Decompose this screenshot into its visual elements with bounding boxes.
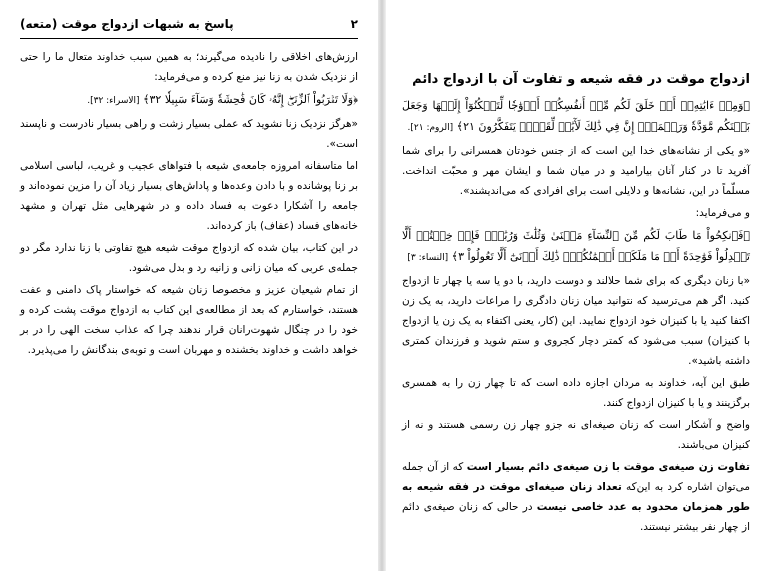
verse-text: ﴿وَلَا تَقۡرَبُواْ ٱلزِّنَىٰٓۖ إِنَّهُۥ كَانَ فَٰحِشَةٗ وَسَآءَ سَبِيلٗا ٣٢﴾	[143, 93, 358, 106]
paragraph: واضح و آشکار است که زنان صیغه‌ای نه جزو چهار زن رسمی هستند و نه از کنیزان می‌باشند.	[402, 419, 750, 451]
running-head	[20, 14, 358, 34]
left-page	[0, 0, 378, 571]
bold-phrase: تعداد زنان صیغه‌ای موقت در فقه شیعه به طور همزمان محدود به عدد خاصی نیست	[402, 481, 750, 513]
quran-verse	[20, 89, 358, 112]
paragraph: ارزش‌های اخلاقی را نادیده می‌گیرند؛ به همین سبب خداوند متعال ما را حتی از نزدیک شدن به زنا نیز منع کرده و می‌فرماید:	[20, 51, 358, 83]
verse-reference: [النساء: ۳]	[407, 253, 449, 263]
verse-reference: [الروم: ۲۱].	[407, 123, 454, 133]
running-title: پاسخ به شبهات ازدواج موقت (متعه)	[20, 17, 234, 31]
verse-reference: [الاسراء: ۳۲].	[87, 96, 140, 106]
paragraph-mixed	[402, 457, 750, 537]
verse-translation: «با زنان دیگری که برای شما حلالند و دوست دارید، با دو یا سه یا چهار تا ازدواج کنید. اگر هم می‌ترسید که نتوانید میان زنان دادگری را مراعات دارید، به یک زن اکتفا کنید یا با کنیزان خود ازدواج نمایید. این (کار، یعنی اکتفاء به یک زن یا ازدواج با کنیزان) سبب می‌شود که کمتر دچار کجروی و ستم شوید و فرزندان کمتری داشته باشید».	[402, 275, 750, 367]
page-number: ۲	[350, 17, 358, 31]
header-rule	[20, 38, 358, 39]
paragraph: از تمام شیعیان عزیز و مخصوصا زنان شیعه که خواستار پاک دامنی و عفت هستند، خواستارم که بعد از مطالعه‌ی این کتاب به ازدواج موقت پشت کرده و خود را در چنگال شهوت‌رانان قرار ندهند چرا که عذاب سخت الهی را در بر خواهد داشت و خداوند بخشنده و مهربان است و توبه‌ی بندگانش را می‌پذیرد.	[20, 284, 358, 356]
quran-verse	[402, 95, 750, 139]
quran-verse	[402, 225, 750, 269]
section-heading: ازدواج موقت در فقه شیعه و تفاوت آن با ازدواج دائم	[412, 72, 750, 87]
plain-phrase: در حالی که زنان صیغه‌ی دائم از چهار نفر بیشتر نیستند.	[402, 501, 750, 533]
verse-translation: «هرگز نزدیک زنا نشوید که عملی بسیار زشت و راهی بسیار نادرست و ناپسند است».	[20, 118, 358, 150]
paragraph: طبق این آیه، خداوند به مردان اجازه داده است که تا چهار زن را به همسری برگزینند و یا با کنیزان ازدواج کنند.	[402, 377, 750, 409]
verse-text: ﴿وَمِنۡ ءَايَٰتِهِۦٓ أَنۡ خَلَقَ لَكُم مِّنۡ أَنفُسِكُمۡ أَزۡوَٰجٗا لِّتَسۡكُنُوٓاْ إِلَيۡهَا وَجَعَلَ بَيۡنَكُم مَّوَدَّةٗ وَرَحۡمَةًۚ إِنَّ فِي ذَٰلِكَ لَأٓيَٰتٖ لِّقَوۡمٖ يَتَفَكَّرُونَ ٢١﴾	[402, 99, 750, 133]
bold-phrase: تفاوت زن صیغه‌ی موقت با زن صیغه‌ی دائم بسیار است	[466, 461, 750, 473]
paragraph: در این کتاب، بیان شده که ازدواج موقت شیعه هیچ تفاوتی با زنا ندارد مگر دو جمله‌ی عربی که میان زانی و زانیه رد و بدل می‌شود.	[20, 242, 358, 274]
paragraph: و می‌فرماید:	[695, 207, 750, 219]
book-spine	[378, 0, 386, 571]
plain-phrase: که از آن جمله می‌توان اشاره کرد به این‌که	[402, 461, 750, 493]
right-page	[386, 0, 768, 571]
paragraph: اما متاسفانه امروزه جامعه‌ی شیعه با فتواهای عجیب و غریب، لباسی اسلامی بر زنا پوشانده و با دادن وعده‌ها و پاداش‌های بسیار زیاد آن را مزین نموده‌اند و جامعه را آشکارا دعوت به فساد داده و در شهرهایی مثل تهران و مشهد خانه‌های فساد (عفاف) باز کرده‌اند.	[20, 160, 358, 232]
verse-text: ﴿فَٱنكِحُواْ مَا طَابَ لَكُم مِّنَ ٱلنِّسَآءِ مَثۡنَىٰ وَثُلَٰثَ وَرُبَٰعَۖ فَإِنۡ خِفۡتُمۡ أَلَّا تَعۡدِلُواْ فَوَٰحِدَةً أَوۡ مَا مَلَكَتۡ أَيۡمَٰنُكُمۡۚ ذَٰلِكَ أَدۡنَىٰٓ أَلَّا تَعُولُواْ ٣﴾	[402, 229, 750, 263]
verse-translation: «و یکی از نشانه‌های خدا این است که از جنس خودتان همسرانی را برای شما آفرید تا در کنار آنان بیارامید و در میان شما و ایشان مهر و محبّت انداخت. مسلّماً در این، نشانه‌ها و دلایلی است برای افرادی که می‌اندیشند».	[402, 145, 750, 197]
